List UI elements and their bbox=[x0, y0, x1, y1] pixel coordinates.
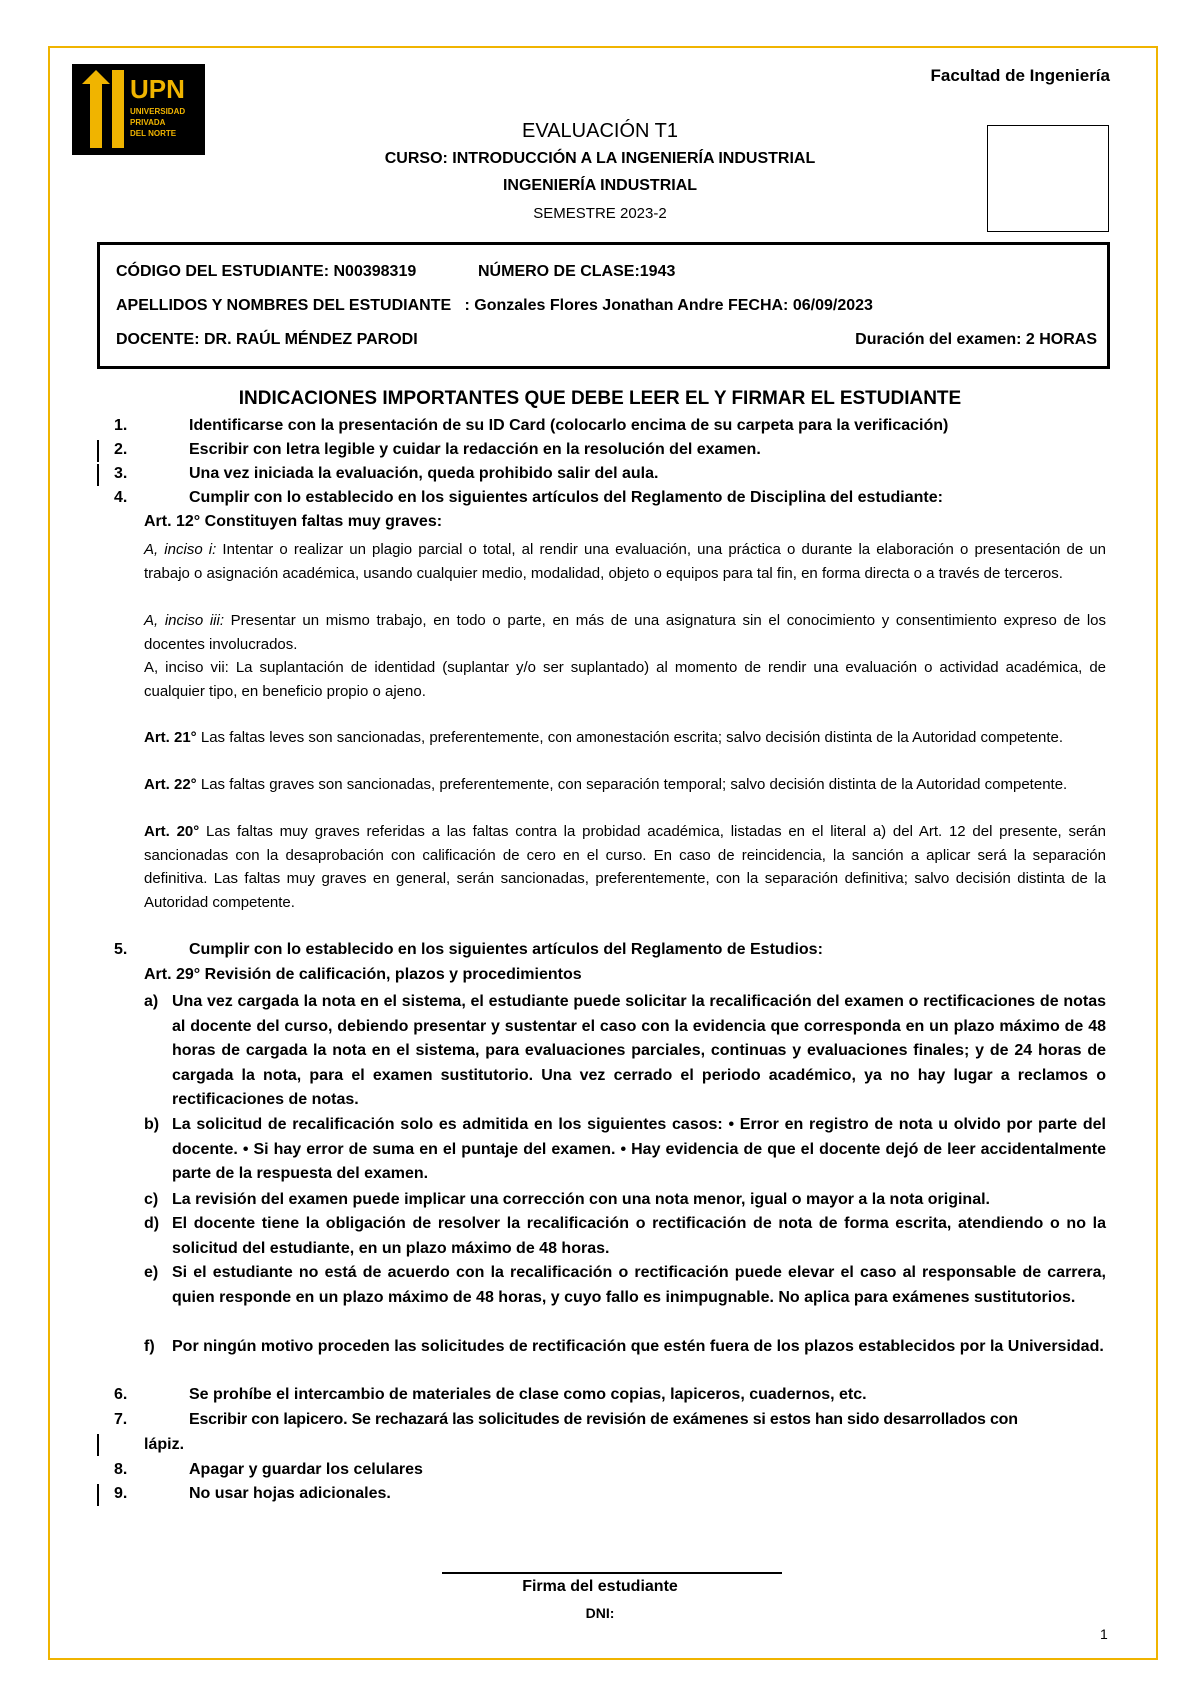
list-item bbox=[114, 941, 823, 959]
item-number: 4. bbox=[114, 489, 128, 506]
sub-letter: b) bbox=[144, 1116, 160, 1133]
sub-letter: e) bbox=[144, 1264, 159, 1281]
item-number: 3. bbox=[114, 465, 128, 482]
item-text: Escribir con lapicero. Se rechazará las solicitudes de revisión de exámenes si estos han sido desarrollados con bbox=[189, 1411, 1018, 1428]
dni-label: DNI: bbox=[585, 1605, 615, 1621]
item-text: No usar hojas adicionales. bbox=[189, 1485, 391, 1502]
revision-bar bbox=[97, 464, 99, 486]
item-text: Una vez iniciada la evaluación, queda prohibido salir del aula. bbox=[189, 465, 659, 482]
signature-line bbox=[442, 1572, 782, 1574]
class-number: NÚMERO DE CLASE:1943 bbox=[478, 263, 676, 280]
art22-paragraph bbox=[144, 773, 1106, 797]
item-number: 7. bbox=[114, 1411, 127, 1428]
art29-sub-c bbox=[144, 1188, 1106, 1213]
art20-label: Art. 20° bbox=[144, 823, 200, 840]
sub-letter: a) bbox=[144, 993, 159, 1010]
list-item bbox=[114, 1485, 391, 1503]
item-number: 6. bbox=[114, 1386, 128, 1403]
list-item bbox=[114, 489, 943, 507]
item-text: Se prohíbe el intercambio de materiales de clase como copias, lapiceros, cuadernos, etc. bbox=[189, 1386, 867, 1403]
art21-label: Art. 21° bbox=[144, 729, 197, 746]
info-row-2 bbox=[116, 297, 1097, 315]
logo-subtext-3: DEL NORTE bbox=[130, 129, 177, 138]
item7-continuation: lápiz. bbox=[144, 1436, 185, 1453]
art12-heading: Art. 12° Constituyen faltas muy graves: bbox=[144, 513, 443, 530]
sub-letter: d) bbox=[144, 1215, 160, 1232]
logo-text: UPN bbox=[130, 74, 185, 104]
revision-bar bbox=[97, 1434, 99, 1456]
art12-paragraph-iii bbox=[144, 609, 1106, 656]
item-text: Escribir con letra legible y cuidar la redacción en la resolución del examen. bbox=[189, 441, 761, 458]
item-number: 9. bbox=[114, 1485, 128, 1502]
list-item bbox=[114, 441, 761, 459]
sub-letter: f) bbox=[144, 1338, 155, 1355]
art29-sub-f bbox=[144, 1335, 1106, 1360]
art12-label-i: A, inciso i: bbox=[144, 541, 217, 558]
exam-title: EVALUACIÓN T1 bbox=[522, 120, 678, 142]
art29-sub-d bbox=[144, 1212, 1106, 1261]
art12-text-iii: Presentar un mismo trabajo, en todo o parte, en más de una asignatura sin el conocimiento y consentimiento expreso de los docentes involucrados. bbox=[144, 612, 1106, 653]
art21-paragraph bbox=[144, 726, 1106, 750]
signature-label: Firma del estudiante bbox=[522, 1578, 678, 1595]
sub-text: Si el estudiante no está de acuerdo con la recalificación o rectificación puede elevar el caso al responsable de carrera, quien responde en un plazo máximo de 48 horas, y cuyo fallo es inimpugnable. No aplica para exámenes sustitutorios. bbox=[172, 1264, 1106, 1306]
art29-sub-e bbox=[144, 1261, 1106, 1310]
art22-text: Las faltas graves son sancionadas, preferentemente, con separación temporal; salvo decisión distinta de la Autoridad competente. bbox=[196, 776, 1068, 793]
list-item bbox=[114, 1411, 1018, 1429]
info-row-1 bbox=[116, 263, 1097, 281]
indications-title: INDICACIONES IMPORTANTES QUE DEBE LEER EL Y FIRMAR EL ESTUDIANTE bbox=[238, 388, 962, 409]
career-name: INGENIERÍA INDUSTRIAL bbox=[502, 177, 698, 194]
art29-sub-b bbox=[144, 1113, 1106, 1187]
teacher-name: DOCENTE: DR. RAÚL MÉNDEZ PARODI bbox=[116, 331, 418, 348]
sub-text: La solicitud de recalificación solo es admitida en los siguientes casos: • Error en registro de nota u olvido por parte del docente. • Si hay error de suma en el puntaje del examen. • Hay evidencia de que el docente dejó de leer accidentalmente parte de la respuesta del examen. bbox=[172, 1116, 1106, 1182]
art29-sub-a bbox=[144, 990, 1106, 1113]
sub-text: Una vez cargada la nota en el sistema, el estudiante puede solicitar la recalificación del examen o rectificaciones de notas al docente del curso, debiendo presentar y sustentar el caso con la evidencia que corresponda en un plazo máximo de 48 horas de cargada la nota en el sistema, para evaluaciones parciales, continuas y evaluaciones finales; y de 24 horas de cargada la nota, para el examen sustitutorio. Una vez cerrado el periodo académico, ya no hay lugar a reclamos o rectificaciones de notas. bbox=[172, 993, 1106, 1108]
art21-text: Las faltas leves son sancionadas, preferentemente, con amonestación escrita; salvo decisión distinta de la Autoridad competente. bbox=[196, 729, 1064, 746]
list-item bbox=[114, 1386, 867, 1404]
exam-duration: Duración del examen: 2 HORAS bbox=[855, 331, 1097, 348]
list-item bbox=[114, 1461, 423, 1479]
revision-bar bbox=[97, 1484, 99, 1506]
faculty-name: Facultad de Ingeniería bbox=[930, 66, 1110, 85]
art22-label: Art. 22° bbox=[144, 776, 197, 793]
item-number: 5. bbox=[114, 941, 128, 958]
art12-paragraph-i bbox=[144, 538, 1106, 585]
student-name: APELLIDOS Y NOMBRES DEL ESTUDIANTE : Gonzales Flores Jonathan Andre FECHA: 06/09/2023 bbox=[116, 297, 873, 314]
sub-letter: c) bbox=[144, 1191, 159, 1208]
item-number: 2. bbox=[114, 441, 128, 458]
item-text: Cumplir con lo establecido en los siguientes artículos del Reglamento de Disciplina del estudiante: bbox=[189, 489, 943, 506]
sub-text: La revisión del examen puede implicar una corrección con una nota menor, igual o mayor a la nota original. bbox=[172, 1191, 990, 1208]
art12-text-i: Intentar o realizar un plagio parcial o total, al rendir una evaluación, una práctica o durante la elaboración o presentación de un trabajo o asignación académica, usando cualquier medio, modalidad, objeto o equipos para tal fin, en forma directa o a través de terceros. bbox=[144, 541, 1106, 582]
art29-heading: Art. 29° Revisión de calificación, plazos y procedimientos bbox=[144, 966, 582, 983]
art12-label-iii: A, inciso iii: bbox=[144, 612, 225, 629]
item-number: 8. bbox=[114, 1461, 128, 1478]
page-number: 1 bbox=[1100, 1626, 1108, 1642]
art12-paragraph-vii: A, inciso vii: La suplantación de identidad (suplantar y/o ser suplantado) al momento de rendir una evaluación o actividad académica, de cualquier tipo, en beneficio propio o ajeno. bbox=[144, 659, 1106, 700]
revision-bar bbox=[97, 440, 99, 462]
semester: SEMESTRE 2023-2 bbox=[533, 205, 667, 222]
info-row-3 bbox=[116, 331, 1097, 349]
item-text: Apagar y guardar los celulares bbox=[189, 1461, 423, 1478]
course-name: CURSO: INTRODUCCIÓN A LA INGENIERÍA INDUSTRIAL bbox=[384, 150, 816, 167]
logo-subtext-2: PRIVADA bbox=[130, 118, 166, 127]
student-info-box bbox=[97, 242, 1110, 369]
art20-text: Las faltas muy graves referidas a las faltas contra la probidad académica, listadas en el literal a) del Art. 12 del presente, serán sancionadas con la desaprobación con calificación de cero en el curso. En caso de reincidencia, la sanción a aplicar será la separación definitiva. Las faltas muy graves en general, serán sancionadas, preferentemente, con la separación definitiva; salvo decisión distinta de la Autoridad competente. bbox=[144, 823, 1106, 911]
item-text: Identificarse con la presentación de su ID Card (colocarlo encima de su carpeta para la verificación) bbox=[189, 417, 949, 434]
student-code: CÓDIGO DEL ESTUDIANTE: N00398319 bbox=[116, 263, 417, 280]
list-item bbox=[114, 417, 948, 435]
sub-text: Por ningún motivo proceden las solicitudes de rectificación que estén fuera de los plazos establecidos por la Universidad. bbox=[172, 1338, 1104, 1355]
sub-text: El docente tiene la obligación de resolver la recalificación o rectificación de nota de forma escrita, atendiendo o no la solicitud del estudiante, en un plazo máximo de 48 horas. bbox=[172, 1215, 1106, 1257]
item-number: 1. bbox=[114, 417, 128, 434]
logo-subtext-1: UNIVERSIDAD bbox=[130, 107, 186, 116]
list-item bbox=[114, 465, 658, 483]
art20-paragraph bbox=[144, 820, 1106, 914]
item-text: Cumplir con lo establecido en los siguientes artículos del Reglamento de Estudios: bbox=[189, 941, 823, 958]
